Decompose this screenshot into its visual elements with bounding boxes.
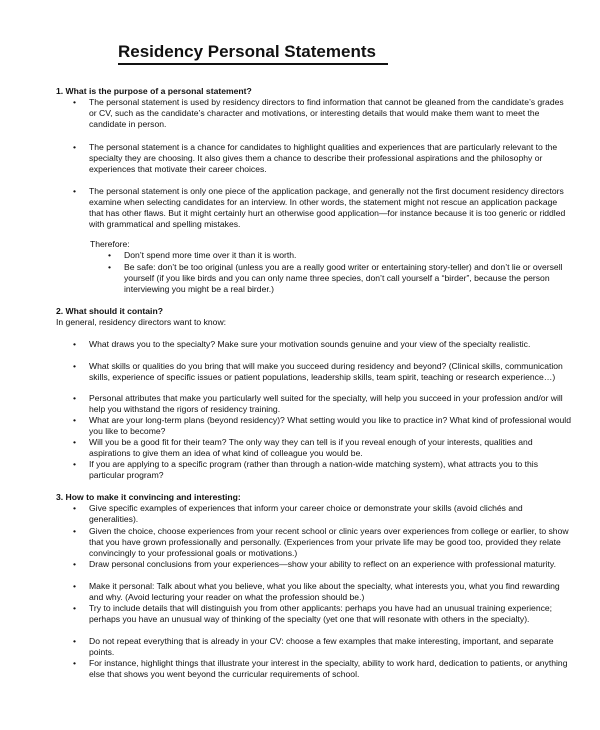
title-underline [118,63,388,65]
bullet-icon: • [73,361,77,371]
bullet-text: What skills or qualities do you bring that will make you succeed during residency and beyond? (Clinical skills, communication skills, experience of specific issues or patient populations, leadership skills, team spirit, teaching or research experience…) [89,361,563,383]
section-2-heading: 2. What should it contain? [56,306,163,316]
bullet-icon: • [73,186,77,196]
bullet-text: Make it personal: Talk about what you believe, what you like about the specialty, what interests you, what you find rewarding and why. (Avoid lecturing your reader on what the profession should be.) [89,581,560,603]
therefore-label: Therefore: [90,239,130,249]
list-item [73,339,573,350]
list-item [73,97,573,130]
list-item [73,581,573,603]
section-2-intro: In general, residency directors want to know: [56,317,227,327]
bullet-icon: • [73,581,77,591]
bullet-icon: • [73,503,77,513]
list-item [73,459,573,481]
list-item [73,393,573,415]
bullet-icon: • [73,559,77,569]
list-item [73,559,573,570]
bullet-text: The personal statement is only one piece of the application package, and generally not the first document residency directors examine when selecting candidates for an interview. In other words, the statement might not rescue an application package that has other flaws. But it might certainly hurt an otherwise good application—for instance because it is too generic or riddled with grammatical and spelling mistakes. [89,186,566,230]
bullet-text: If you are applying to a specific program (rather than through a nation-wide matching system), what attracts you to this particular program? [89,459,539,481]
bullet-text: Draw personal conclusions from your experiences—show your ability to reflect on an experience with professional maturity. [89,559,556,569]
bullet-icon: • [108,250,112,260]
list-item [73,503,573,525]
list-item [73,658,573,680]
sub-list-item [108,262,568,295]
bullet-text: The personal statement is a chance for candidates to highlight qualities and experiences that are particularly relevant to the specialty they are choosing. It also gives them a chance to describe their professional aspirations and the philosophy or experiences that motivate their career choices. [89,142,558,175]
bullet-text: Will you be a good fit for their team? The only way they can tell is if you reveal enough of your interests, qualities and aspirations to give them an idea of what kind of colleague you would be. [89,437,533,459]
list-item [73,636,573,658]
bullet-icon: • [73,142,77,152]
bullet-icon: • [73,603,77,613]
bullet-icon: • [73,526,77,536]
bullet-icon: • [73,636,77,646]
bullet-text: Don’t spend more time over it than it is worth. [124,250,297,260]
list-item [73,437,573,459]
list-item [73,361,573,383]
document-title: Residency Personal Statements [118,42,376,61]
bullet-icon: • [73,415,77,425]
bullet-icon: • [108,262,112,272]
bullet-icon: • [73,658,77,668]
list-item [73,142,573,175]
bullet-text: The personal statement is used by residency directors to find information that cannot be gleaned from the candidate’s grades or CV, such as the candidate’s character and motivations, or interesting details that would make them want to meet the candidate in person. [89,97,564,130]
bullet-icon: • [73,459,77,469]
bullet-text: Give specific examples of experiences that inform your career choice or demonstrate your skills (avoid clichés and generalities). [89,503,523,525]
sub-list-item [108,250,568,261]
bullet-icon: • [73,437,77,447]
section-1-heading: 1. What is the purpose of a personal statement? [56,86,252,96]
bullet-text: What are your long-term plans (beyond residency)? What setting would you like to practice in? What kind of professional would you like to become? [89,415,571,437]
list-item [73,186,573,230]
bullet-text: For instance, highlight things that illustrate your interest in the specialty, ability to work hard, dedication to patients, or anything else that shows you went beyond the curricular requirements of school. [89,658,568,680]
section-3-heading: 3. How to make it convincing and interesting: [56,492,241,502]
list-item [73,415,573,437]
bullet-text: Do not repeat everything that is already in your CV: choose a few examples that make interesting, important, and separate points. [89,636,554,658]
bullet-text: Try to include details that will distinguish you from other applicants: perhaps you have had an unusual training experience; perhaps you have an unusual way of thinking of the specialty (yet one that will resonate with others in the specialty). [89,603,553,625]
list-item [73,526,573,559]
bullet-icon: • [73,339,77,349]
bullet-text: Given the choice, choose experiences from your recent school or clinic years over experiences from college or earlier, to show that you have grown professionally and personally. (Experiences from your private life may be good too, provided they relate convincingly to your professional goals or motivations.) [89,526,569,559]
bullet-text: Personal attributes that make you particularly well suited for the specialty, will help you succeed in your profession and/or will help you withstand the rigors of residency training. [89,393,563,415]
bullet-text: Be safe: don’t be too original (unless you are a really good writer or entertaining story-teller) and don’t lie or oversell yourself (if you like birds and you can only name three species, don’t call yourself a “birder”, because the person interviewing you might be a real birder.) [124,262,563,295]
bullet-icon: • [73,97,77,107]
list-item [73,603,573,625]
bullet-icon: • [73,393,77,403]
bullet-text: What draws you to the specialty? Make sure your motivation sounds genuine and your view of the specialty realistic. [89,339,531,349]
